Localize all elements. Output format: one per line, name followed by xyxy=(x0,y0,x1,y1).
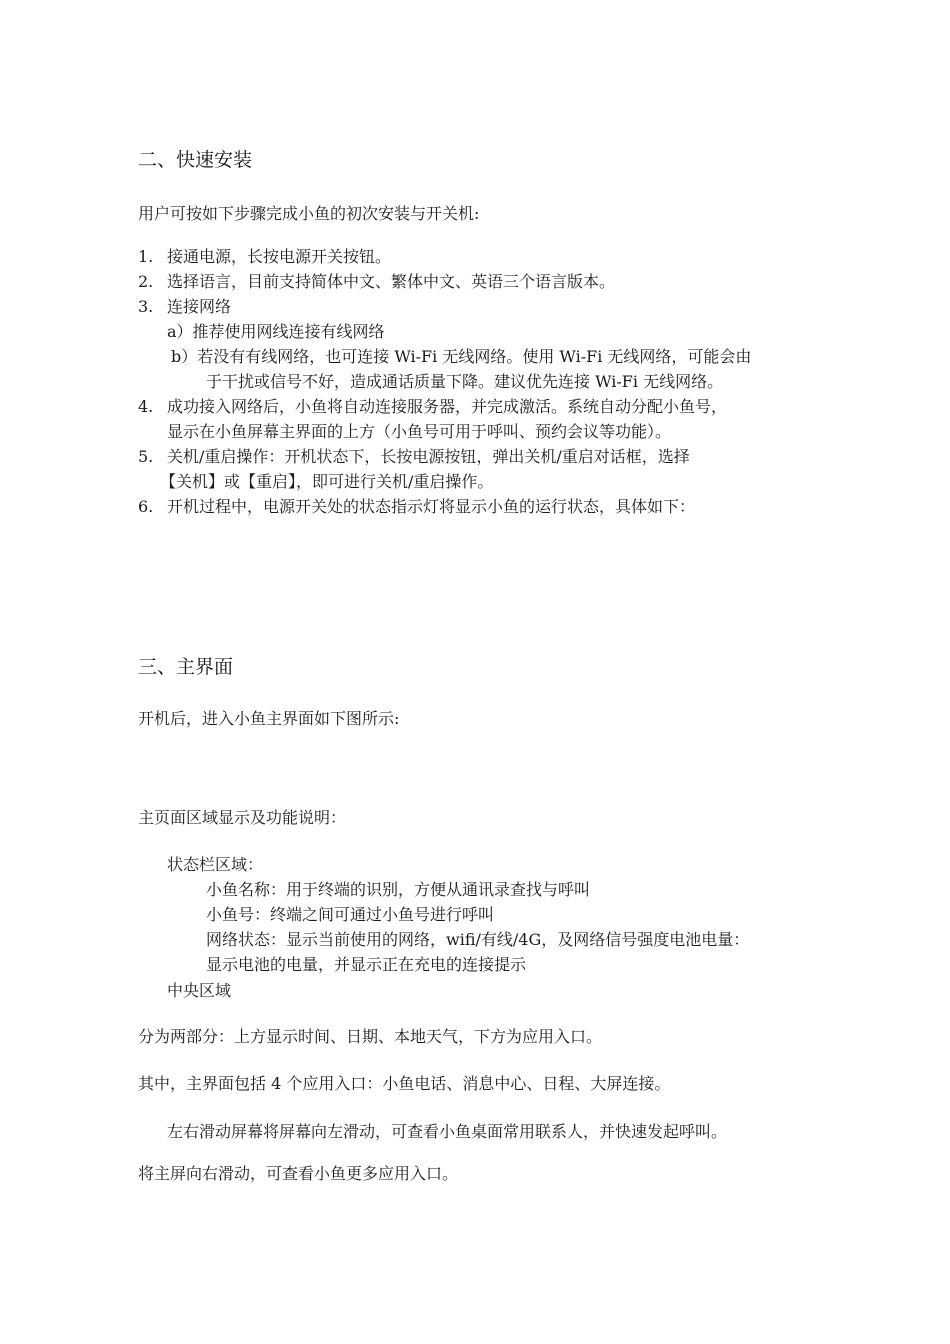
paragraph: 其中，主界面包括 4 个应用入口：小鱼电话、消息中心、日程、大屏连接。 xyxy=(138,1074,671,1093)
status-item: 显示电池的电量，并显示正在充电的连接提示 xyxy=(206,955,527,974)
step-2 xyxy=(138,270,615,294)
step-3-sub-b: b）若没有有线网络，也可连接 Wi-Fi 无线网络。使用 Wi-Fi 无线网络，可能会由 xyxy=(171,347,752,366)
section2-intro: 用户可按如下步骤完成小鱼的初次安装与开关机: xyxy=(138,204,480,223)
step-text: 接通电源，长按电源开关按钮。 xyxy=(167,247,392,266)
step-5-cont: 【关机】或【重启】，即可进行关机/重启操作。 xyxy=(160,472,494,491)
step-6 xyxy=(138,495,695,519)
section3-heading: 三、主界面 xyxy=(138,656,234,678)
step-number: 6. xyxy=(138,497,154,516)
section3-intro: 开机后，进入小鱼主界面如下图所示: xyxy=(138,709,400,728)
step-number: 5. xyxy=(138,447,154,466)
status-bar-title: 状态栏区域： xyxy=(167,855,264,874)
step-1 xyxy=(138,245,391,269)
status-item: 小鱼名称：用于终端的识别，方便从通讯录查找与呼叫 xyxy=(206,880,591,899)
step-text: 成功接入网络后，小鱼将自动连接服务器，并完成激活。系统自动分配小鱼号， xyxy=(167,397,728,416)
step-number: 4. xyxy=(138,397,154,416)
step-text: 关机/重启操作：开机状态下，长按电源按钮，弹出关机/重启对话框，选择 xyxy=(167,447,690,466)
step-4 xyxy=(138,395,727,419)
step-text: 选择语言，目前支持简体中文、繁体中文、英语三个语言版本。 xyxy=(167,272,616,291)
section2-heading: 二、快速安装 xyxy=(138,149,253,171)
step-3-sub-b-cont: 于干扰或信号不好，造成通话质量下降。建议优先连接 Wi-Fi 无线网络。 xyxy=(206,372,724,391)
status-item: 网络状态：显示当前使用的网络，wifi/有线/4G，及网络信号强度电池电量： xyxy=(206,930,750,949)
paragraph: 将主屏向右滑动，可查看小鱼更多应用入口。 xyxy=(138,1164,459,1183)
paragraph: 分为两部分：上方显示时间、日期、本地天气，下方为应用入口。 xyxy=(138,1027,603,1046)
section3-desc-title: 主页面区域显示及功能说明： xyxy=(138,808,347,827)
step-5 xyxy=(138,445,690,469)
paragraph: 左右滑动屏幕将屏幕向左滑动，可查看小鱼桌面常用联系人，并快速发起呼叫。 xyxy=(167,1122,728,1141)
step-3-sub-a: a）推荐使用网线连接有线网络 xyxy=(167,322,385,341)
step-text: 连接网络 xyxy=(167,297,232,316)
step-number: 2. xyxy=(138,272,154,291)
step-3 xyxy=(138,295,231,319)
step-number: 3. xyxy=(138,297,154,316)
step-text: 开机过程中，电源开关处的状态指示灯将显示小鱼的运行状态，具体如下： xyxy=(167,497,696,516)
status-item: 小鱼号：终端之间可通过小鱼号进行呼叫 xyxy=(206,905,495,924)
step-number: 1. xyxy=(138,247,154,266)
central-area-title: 中央区域 xyxy=(167,981,232,1000)
step-4-cont: 显示在小鱼屏幕主界面的上方（小鱼号可用于呼叫、预约会议等功能）。 xyxy=(167,422,672,441)
